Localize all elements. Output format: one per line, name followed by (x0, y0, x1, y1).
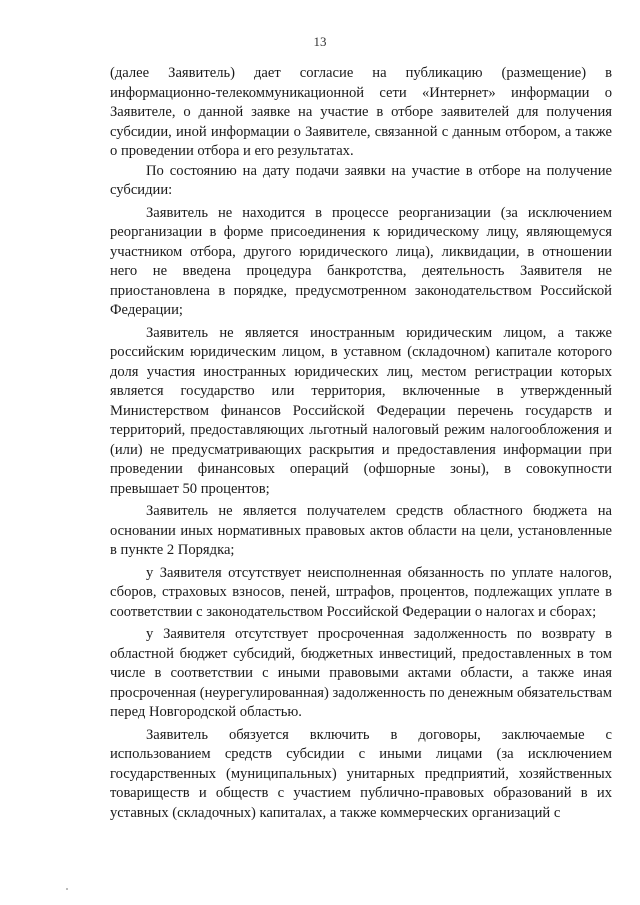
scan-speck (66, 888, 68, 890)
document-body (110, 64, 612, 823)
paragraph-contract-obligation: Заявитель обязуется включить в договоры, заключаемые с использованием средств субсидии с иными лицами (за исключением государственных (муниципальных) унитарных предприятий, хозяйственных товариществ и обществ с участием публично-правовых образований в их уставных (складочных) капиталах, а также коммерческих организаций с (110, 726, 612, 821)
paragraph-status-intro: По состоянию на дату подачи заявки на участие в отборе на получение субсидии: (110, 162, 612, 198)
paragraph-consent: (далее Заявитель) дает согласие на публикацию (размещение) в информационно-телекоммуникационной сети «Интернет» информации о Заявителе, о данной заявке на участие в отборе заявителей для получения субсидии, иной информации о Заявителе, связанной с данным отбором, а также о проведении отбора и его результатах. (110, 65, 612, 159)
paragraph-budget-recipient: Заявитель не является получателем средств областного бюджета на основании иных нормативных правовых актов области на цели, установленные в пункте 2 Порядка; (110, 503, 612, 558)
paragraph-reorganization: Заявитель не находится в процессе реорганизации (за исключением реорганизации в форме присоединения к юридическому лицу, являющемуся участником отбора, другого юридического лица), ликвидации, в отношении него не введена процедура банкротства, деятельность Заявителя не приостановлена в порядке, предусмотренном законодательством Российской Федерации; (110, 204, 612, 318)
paragraph-tax-obligations: у Заявителя отсутствует неисполненная обязанность по уплате налогов, сборов, страховых взносов, пеней, штрафов, процентов, подлежащих уплате в соответствии с законодательством Российской Федерации о налогах и сборах; (110, 564, 612, 620)
paragraph-foreign-entity: Заявитель не является иностранным юридическим лицом, а также российским юридическим лицом, в уставном (складочном) капитале которого доля участия иностранных юридических лиц, местом регистрации которых является государство или территория, включенные в утвержденный Министерством финансов Российской Федерации перечень государств и территорий, предоставляющих льготный налоговый режим налогообложения и (или) не предусматривающих раскрытия и предоставления информации при проведении финансовых операций (офшорные зоны), в совокупности превышает 50 процентов; (110, 324, 612, 497)
page-number: 13 (313, 34, 327, 49)
paragraph-overdue-debt: у Заявителя отсутствует просроченная задолженность по возврату в областной бюджет субсидий, бюджетных инвестиций, предоставленных в том числе в соответствии с иными правовыми актами области, а также иная просроченная (неурегулированная) задолженность по денежным обязательствам перед Новгородской областью. (110, 626, 612, 720)
